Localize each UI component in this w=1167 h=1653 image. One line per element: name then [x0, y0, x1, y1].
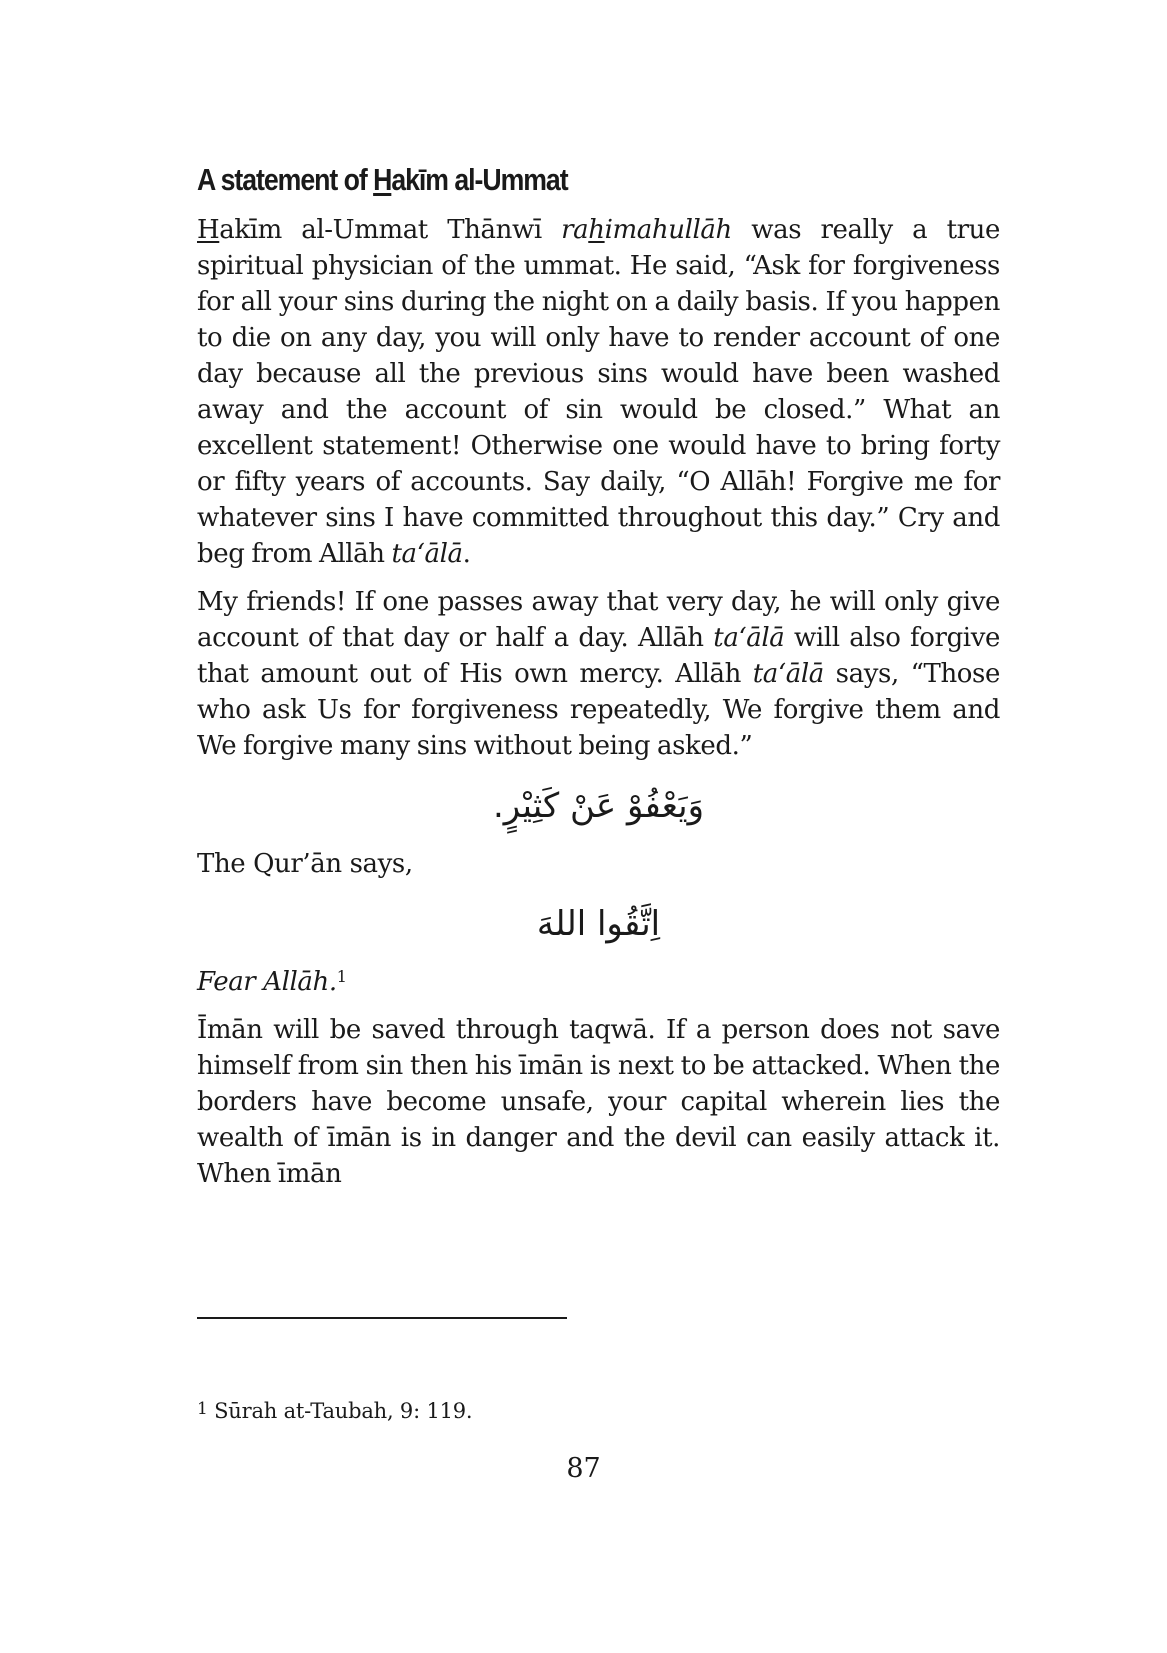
taala-term: ta‘ālā	[752, 659, 824, 689]
quran-says-line: The Qur’ān says,	[197, 849, 413, 879]
rah-underlined-letter: h	[588, 215, 605, 245]
footnote	[197, 1395, 472, 1425]
hakim-name: akīm al-Ummat Thānwī	[219, 215, 562, 245]
paragraph-iman: Īmān will be saved through taqwā. If a person does not save himself from sin then his īmān is next to be attacked. When the borders have become unsafe, your capital wherein lies the wealth of īmān is in danger and the devil can easily attack it. When īmān	[197, 1015, 1000, 1189]
rah-part-b: imahullāh	[604, 215, 732, 245]
hakim-underlined-letter: H	[197, 215, 220, 245]
taala-term: ta‘ālā	[713, 623, 785, 653]
rahimahullah-term	[561, 215, 732, 245]
section-heading	[197, 160, 888, 200]
paragraph-text-a: My friends! If one passes away that very day, he will only give account of that day or half a day. Allāh	[197, 587, 1000, 653]
paragraph-my-friends	[197, 584, 1000, 764]
heading-prefix: A statement of	[197, 162, 374, 197]
page-body	[197, 160, 1000, 1192]
rah-part-a: ra	[561, 215, 589, 245]
paragraph-hakim-statement	[197, 212, 1000, 572]
arabic-verse-forgive: وَيَعْفُوْ عَنْ كَثِيْرٍ.	[492, 786, 705, 826]
footnote-text: Sūrah at-Taubah, 9: 119.	[207, 1399, 473, 1423]
paragraph-end: .	[462, 539, 471, 569]
paragraph-text-c: says, “Those who ask Us for forgiveness repeatedly, We forgive them and We forgive many sins without being asked.”	[197, 659, 1000, 761]
translation-fear-allah	[197, 964, 1000, 1000]
heading-underlined-letter: H	[373, 162, 392, 197]
paragraph-text: was really a true spiritual physician of the ummat. He said, “Ask for forgiveness for all your sins during the night on a daily basis. If you happen to die on any day, you will only have to render account of one day because all the previous sins would have been washed away and the account of sin would be closed.” What an excellent statement! Otherwise one would have to bring forty or fifty years of accounts. Say daily, “O Allāh! Forgive me for whatever sins I have committed throughout this day.” Cry and beg from Allāh	[197, 215, 1000, 569]
heading-suffix: akīm al-Ummat	[391, 162, 568, 197]
taala-term: ta‘ālā	[391, 539, 463, 569]
footnote-reference: 1	[336, 967, 347, 986]
paragraph-text-b: will also forgive that amount out of His own mercy. Allāh	[197, 623, 1000, 689]
footnote-divider	[197, 1317, 567, 1319]
page-number: 87	[566, 1453, 601, 1484]
arabic-verse-fear-allah: اِتَّقُوا اللهَ	[536, 904, 661, 944]
footnote-number: 1	[197, 1399, 208, 1419]
translation-text: Fear Allāh.	[197, 967, 337, 997]
